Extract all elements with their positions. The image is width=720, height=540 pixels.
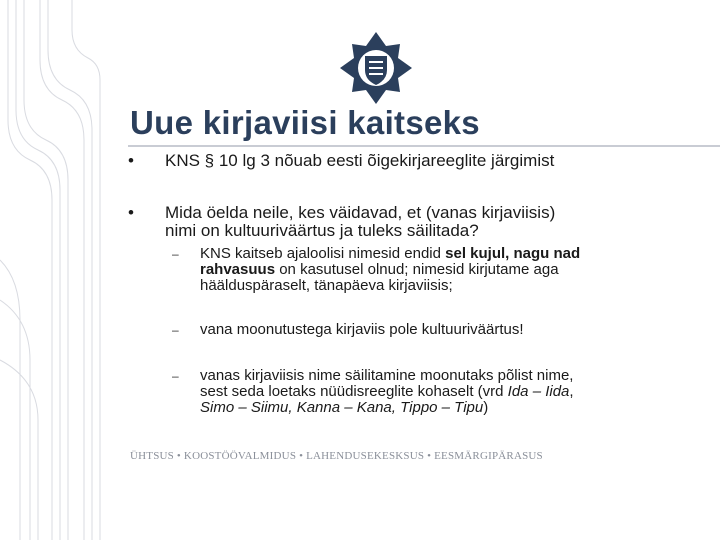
sub-text: vana moonutustega kirjaviis pole kultuuriväärtus!: [200, 321, 524, 338]
sub-line: [200, 262, 670, 278]
bullet-marker: •: [128, 203, 134, 222]
coat-of-arms-emblem-icon: [338, 30, 414, 106]
text-run: sest seda loetaks nüüdisreeglite kohaselt (vrd: [200, 383, 508, 400]
page-title: Uue kirjaviisi kaitseks: [130, 104, 480, 141]
text-run: KNS kaitseb ajaloolisi nimesid endid: [200, 245, 446, 262]
bullet-text: [165, 204, 685, 240]
bold-text-run: sel kujul, nagu nad: [445, 245, 581, 262]
text-run: ,: [569, 383, 574, 400]
text-run: ): [483, 399, 489, 416]
sub-line: vanas kirjaviisis nime säilitamine moonutaks põlist nime,: [200, 367, 574, 384]
sub-line: häälduspäraselt, tänapäeva kirjaviisis;: [200, 277, 453, 294]
sub-text: [200, 368, 670, 416]
sub-text: [200, 246, 670, 294]
sub-line: [200, 400, 670, 416]
sub-marker: –: [172, 369, 179, 383]
italic-text-run: Ida – Iida: [507, 383, 570, 400]
line-pattern-decoration: [0, 0, 110, 540]
bullet-text: KNS § 10 lg 3 nõuab eesti õigekirjareeglite järgimist: [165, 151, 555, 170]
sub-marker: –: [172, 247, 179, 261]
bullet-line: nimi on kultuuriväärtus ja tuleks säilitada?: [165, 221, 479, 240]
sub-line: [200, 384, 670, 400]
text-run: on kasutusel olnud; nimesid kirjutame aga: [275, 261, 559, 278]
italic-text-run: Simo – Siimu, Kanna – Kana, Tippo – Tipu: [200, 399, 484, 416]
sub-line: [200, 246, 670, 262]
bullet-line: Mida öelda neile, kes väidavad, et (vanas kirjaviisis): [165, 203, 556, 222]
bullet-marker: •: [128, 151, 134, 170]
bold-text-run: rahvasuus: [200, 261, 276, 278]
footer-values: ÜHTSUS • KOOSTÖÖVALMIDUS • LAHENDUSEKESKSUS • EESMÄRGIPÄRASUS: [130, 450, 543, 462]
title-divider: [128, 145, 720, 147]
sub-marker: –: [172, 323, 179, 337]
